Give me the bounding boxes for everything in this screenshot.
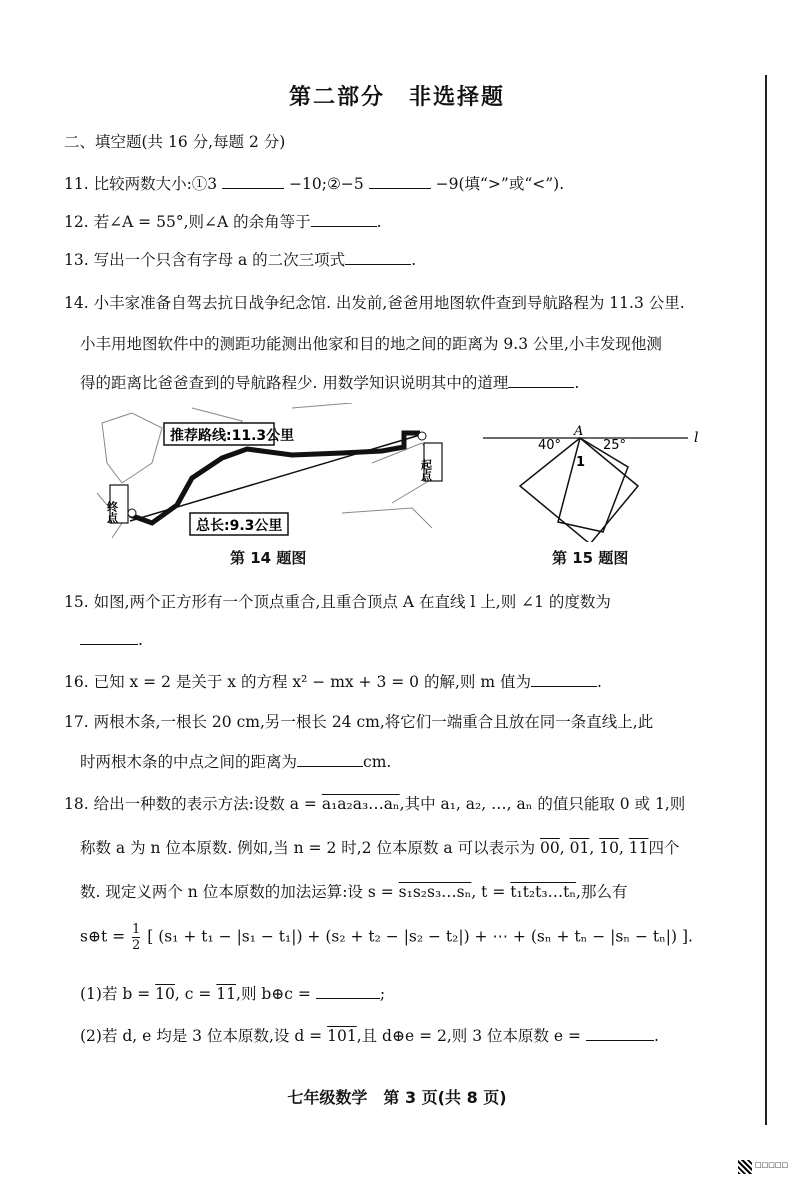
question-17-line2: 时两根木条的中点之间的距离为 cm.: [80, 753, 392, 771]
straight-distance-line: [130, 435, 420, 521]
page-footer: 七年级数学 第 3 页(共 8 页): [287, 1088, 507, 1107]
angle-40-label: 40°: [538, 438, 562, 453]
figure-14-caption: 第 14 题图: [230, 549, 307, 567]
answer-blank[interactable]: [222, 174, 284, 189]
question-17-line1: 17. 两根木条,一根长 20 cm,另一根长 24 cm,将它们一端重合且放在同一条直线上,此: [64, 713, 654, 731]
question-14-line3: 得的距离比爸爸查到的导航路程少. 用数学知识说明其中的道理 .: [80, 374, 580, 392]
answer-blank[interactable]: [345, 250, 411, 265]
watermark-text: □□□□□: [755, 1161, 789, 1169]
answer-blank[interactable]: [80, 630, 138, 645]
answer-blank[interactable]: [531, 672, 597, 687]
figure-15-caption: 第 15 题图: [552, 549, 629, 567]
qr-code-icon: [738, 1160, 752, 1174]
question-14-line2: 小丰用地图软件中的测距功能测出他家和目的地之间的距离为 9.3 公里,小丰发现他测: [80, 335, 662, 353]
question-18-line2: 称数 a 为 n 位本原数. 例如,当 n = 2 时,2 位本原数 a 可以表示为 00, 01, 10, 11四个: [80, 839, 680, 857]
question-18-line3: 数. 现定义两个 n 位本原数的加法运算:设 s = s₁s₂s₃…sₙ, t = t₁t₂t₃…tₙ,那么有: [80, 883, 628, 901]
point-a-label: A: [574, 424, 584, 439]
figure-14-map: [92, 403, 452, 543]
question-18-part2: (2)若 d, e 均是 3 位本原数,设 d = 101,且 d⊕e = 2,则 3 位本原数 e = .: [80, 1027, 659, 1045]
margin-rule: [765, 75, 767, 1125]
angle-1-label: 1: [576, 455, 586, 470]
answer-blank[interactable]: [311, 212, 377, 227]
question-14-line1: 14. 小丰家准备自驾去抗日战争纪念馆. 出发前,爸爸用地图软件查到导航路程为 11.3 公里.: [64, 294, 685, 312]
question-12: 12. 若∠A = 55°,则∠A 的余角等于 .: [64, 213, 382, 231]
section-heading: 二、填空题(共 16 分,每题 2 分): [64, 133, 286, 151]
route-label: 推荐路线:11.3公里: [170, 428, 295, 444]
answer-blank[interactable]: [297, 752, 363, 767]
question-16: 16. 已知 x = 2 是关于 x 的方程 x² − mx + 3 = 0 的解,则 m 值为 .: [64, 673, 602, 691]
question-13: 13. 写出一个只含有字母 a 的二次三项式 .: [64, 251, 417, 269]
total-label: 总长:9.3公里: [196, 518, 283, 534]
angle-25-label: 25°: [603, 438, 627, 453]
answer-blank[interactable]: [369, 174, 431, 189]
answer-blank[interactable]: [316, 984, 380, 999]
start-marker: 起点: [419, 459, 433, 481]
end-marker: 终点: [105, 501, 119, 523]
question-11: 11. 比较两数大小:①3 −10;②−5 −9(填“>”或“<”).: [64, 175, 565, 193]
section-title: 第二部分 非选择题: [288, 84, 505, 110]
question-18-line1: 18. 给出一种数的表示方法:设数 a = a₁a₂a₃…aₙ,其中 a₁, a₂, …, aₙ 的值只能取 0 或 1,则: [64, 795, 686, 813]
question-15: 15. 如图,两个正方形有一个顶点重合,且重合顶点 A 在直线 l 上,则 ∠1 的度数为: [64, 593, 611, 611]
answer-blank[interactable]: [586, 1026, 654, 1041]
figure-15-squares: [478, 422, 713, 542]
line-l-label: l: [694, 430, 699, 446]
question-15-answer: .: [80, 630, 143, 649]
question-18-part1: (1)若 b = 10, c = 11,则 b⊕c = ;: [80, 985, 386, 1003]
question-18-formula: s⊕t = $\frac{1}{2}$ [ (s₁ + t₁ − |s₁ − t₁|) + (s₂ + t₂ − |s₂ − t₂|) + ⋯ + (sₙ + tₙ − |sₙ − tₙ|) ].: [80, 922, 693, 953]
answer-blank[interactable]: [508, 373, 574, 388]
